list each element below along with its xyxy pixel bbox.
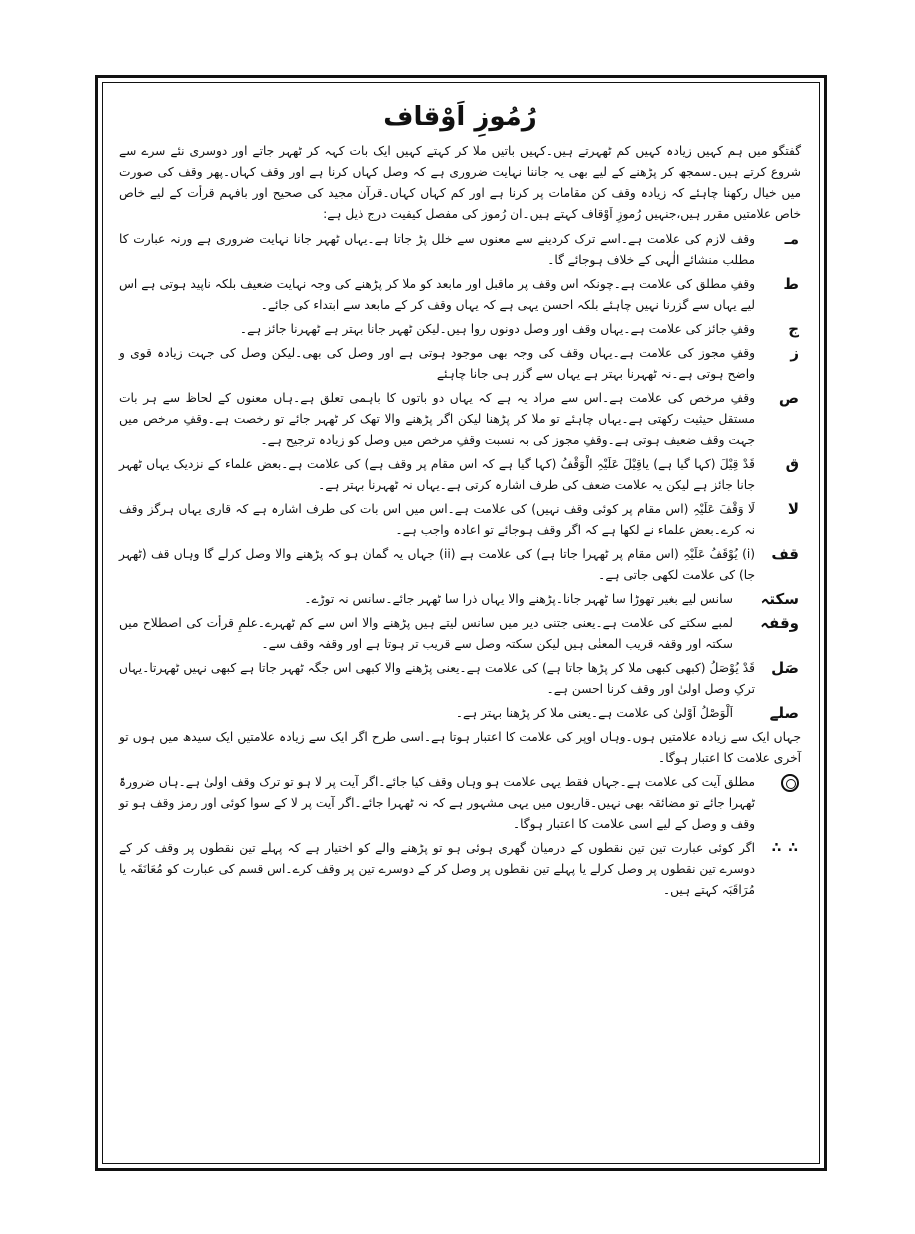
- rule-waqf-mujawwaz: [119, 343, 801, 385]
- rule-waqfah: [119, 613, 801, 655]
- content-frame: [102, 82, 820, 1164]
- rule-qad-qeel: [119, 454, 801, 496]
- rule-text: وقفِ مرخص کی علامت ہے۔اس سے مراد یہ ہے کہ یہاں دو باتوں کا باہمی تعلق ہے۔ہاں معنوں کے لحاظ سے ہر بات مستقل حیثیت رکھتی ہے۔یہاں چاہئے تو ملا کر پڑھنا لیکن اگر پڑھنے والا تھک کر ٹھہر جائے تو رخصت ہے۔وقفِ مرخص میں جہت وقف ضعیف ہوتی ہے۔وقفِ مجوز کی بہ نسبت وقفِ مرخص میں وصل کو زیادہ ترجیح ہے۔: [119, 391, 755, 447]
- rule-waqf-mutlaq: [119, 274, 801, 316]
- rule-ayah-mark: [119, 772, 801, 835]
- rule-symbol: مـ: [784, 230, 799, 248]
- rule-text: وقف لازم کی علامت ہے۔اسے ترک کردینے سے معنوں سے خلل پڑ جاتا ہے۔یہاں ٹھہر جانا نہایت ضروری ہے ورنہ عبارت کا مطلب منشائے الٰہی کے خلاف ہوجائے گا۔: [119, 232, 755, 267]
- rule-symbol: قف: [771, 545, 799, 563]
- rule-symbol: صَل: [771, 659, 799, 677]
- page-title: رُمُوزِ اَوْقاف: [383, 102, 537, 132]
- rule-symbol: سکتہ: [760, 590, 799, 608]
- rule-text: وقفِ مجوز کی علامت ہے۔یہاں وقف کی وجہ بھی موجود ہوتی ہے اور وصل کی بھی۔لیکن وصل کی جہت زیادہ قوی و واضح ہوتی ہے۔نہ ٹھہرنا بہتر ہے یہاں سے گزر ہی جانا چاہئے: [119, 346, 755, 381]
- rule-muanaqah: [119, 838, 801, 901]
- rule-waqf-lazim: [119, 229, 801, 271]
- rule-text: قَدْ یُوْصَلُ (کبھی کبھی ملا کر پڑھا جاتا ہے) کی علامت ہے۔یعنی پڑھنے والا کبھی اس جگہ ٹھہر جاتا ہے کبھی نہیں ٹھہرتا۔یہاں ترکِ وصل اولیٰ اور وقف کرنا احسن ہے۔: [119, 661, 755, 696]
- rule-text: وقفِ مطلق کی علامت ہے۔چونکہ اس وقف پر ماقبل اور مابعد کو ملا کر پڑھنے کی وجہ نہایت ضعیف بلکہ ناپید ہوتی ہے اس لیے یہاں سے گزرنا نہیں چاہئے بلکہ احسن یہی ہے کہ یہاں وقف کر کے مابعد سے ابتداء کی جائے۔: [119, 277, 755, 312]
- rule-text: مطلق آیت کی علامت ہے۔جہاں فقط یہی علامت ہو وہاں وقف کیا جائے۔اگر آیت پر لا ہو تو ترک وقف اولیٰ ہے۔ہاں ضرورۃً ٹھہرا جائے تو مضائقہ بھی نہیں۔قاریوں میں یہی مشہور ہے کہ نہ ٹھہرا جائے۔اگر آیت پر لا کے سوا کوئی اور رمز وقف ہو تو وقف و وصل کے لیے اسی علامت کا اعتبار ہوگا۔: [119, 775, 755, 831]
- rule-text: (i) یُوْقَفُ عَلَیْہِ (اس مقام پر ٹھہرا جاتا ہے) کی علامت ہے (ii) جہاں یہ گمان ہو کہ پڑھنے والا وصل کرلے گا وہاں قف (ٹھہر جا) کی علامت لکھی جاتی ہے۔: [119, 547, 755, 582]
- rule-text: لمبے سکتے کی علامت ہے۔یعنی جتنی دیر میں سانس لیتے ہیں پڑھنے والا اس سے کم ٹھہرے۔علمِ قرأت کی اصطلاح میں سکتہ اور وقفہ قریب المعنٰی ہیں لیکن سکتہ وصل سے قریب تر ہوتا ہے اور وقفہ وقف سے۔: [119, 616, 733, 651]
- ayah-ring-icon: [755, 772, 801, 798]
- rule-text: اگر کوئی عبارت تین تین نقطوں کے درمیان گھری ہوئی ہو تو پڑھنے والے کو اختیار ہے کہ پہلے تین نقطوں پر وقف کر کے دوسرے تین نقطوں پر وصل کرلے یا پہلے تین نقطوں پر وصل کر کے دوسرے تین پر وقف کرے۔اس قسم کی عبارت کو مُعَانَقَہ یا مُرَاقَبَہ کہتے ہیں۔: [119, 841, 755, 897]
- rule-symbol: وقفہ: [760, 614, 799, 632]
- rule-la-waqf: [119, 499, 801, 541]
- rule-qif: [119, 544, 801, 586]
- rule-symbol: ز: [790, 344, 799, 362]
- rule-text: سانس لیے بغیر تھوڑا سا ٹھہر جانا۔پڑھنے والا یہاں ذرا سا ٹھہر جائے۔سانس نہ توڑے۔: [304, 592, 733, 606]
- triple-dots-icon: ∴ ∴: [771, 840, 799, 856]
- rule-waqf-jaiz: [119, 319, 801, 340]
- rule-saktah: [119, 589, 801, 610]
- rule-symbol: لا: [787, 500, 799, 518]
- rule-qad-yusal: [119, 658, 801, 700]
- note-multiple-signs: جہاں ایک سے زیادہ علامتیں ہوں۔وہاں اوپر کی علامت کا اعتبار ہوتا ہے۔اسی طرح اگر ایک سے زیادہ علامتیں ایک سیدھ میں ہوں تو آخری علامت کا اعتبار ہوگا۔: [119, 730, 801, 765]
- rule-waqf-murakhkhas: [119, 388, 801, 451]
- rule-text: اَلْوَصْلُ اَوْلیٰ کی علامت ہے۔یعنی ملا کر پڑھنا بہتر ہے۔: [455, 706, 733, 720]
- page-border: [95, 75, 827, 1171]
- rule-symbol: ق: [785, 455, 799, 473]
- rule-text: وقفِ جائز کی علامت ہے۔یہاں وقف اور وصل دونوں روا ہیں۔لیکن ٹھہر جانا بہتر ہے ٹھہرنا جائز ہے۔: [239, 322, 755, 336]
- rule-text: لَا وَقْفَ عَلَیْہِ (اس مقام پر کوئی وقف نہیں) کی علامت ہے۔اس میں اس بات کی طرف اشارہ ہے کہ قاری یہاں ہرگز وقف نہ کرے۔بعض علماء نے لکھا ہے کہ اگر وقف ہوجائے تو اعادہ واجب ہے۔: [119, 502, 755, 537]
- rule-symbol: ط: [783, 275, 799, 293]
- rule-symbol: صلے: [769, 704, 799, 722]
- rule-al-waslu-aula: [119, 703, 801, 724]
- rule-symbol: ج: [788, 320, 799, 338]
- intro-paragraph: گفتگو میں ہم کہیں زیادہ کہیں کم ٹھہرتے ہیں۔کہیں باتیں ملا کر کہتے کہیں ایک بات کہہ کر ٹھہر جاتے اور دوسری نئے سرے سے شروع کرتے ہیں۔سمجھ کر پڑھنے کے لیے بھی یہ جاننا نہایت ضروری ہے کہ وصل کہاں کرنا ہے اور وقف کہاں۔پھر وقف کی صورت میں خیال رکھنا چاہئے کہ زیادہ وقف کن مقامات پر کرنا ہے اور کم کہاں کہاں۔قرآن مجید کی صحیح اور بافہم قرأت کے لیے خاص خاص علامتیں مقرر ہیں،جنہیں رُموزِ اَوْقاف کہتے ہیں۔ان رُموز کی مفصل کیفیت درج ذیل ہے:: [119, 144, 801, 221]
- rule-text: قَدْ قِیْلَ (کہا گیا ہے) یاقِیْلَ عَلَیْہِ الْوَقْفُ (کہا گیا ہے کہ اس مقام پر وقف ہے) کی علامت ہے۔بعض علماء کے نزدیک یہاں ٹھہر جانا جائز ہے لیکن یہ علامت ضعف کی طرف اشارہ کرتی ہے۔یہاں نہ ٹھہرنا بہتر ہے۔: [119, 457, 755, 492]
- rule-symbol: ص: [778, 389, 799, 407]
